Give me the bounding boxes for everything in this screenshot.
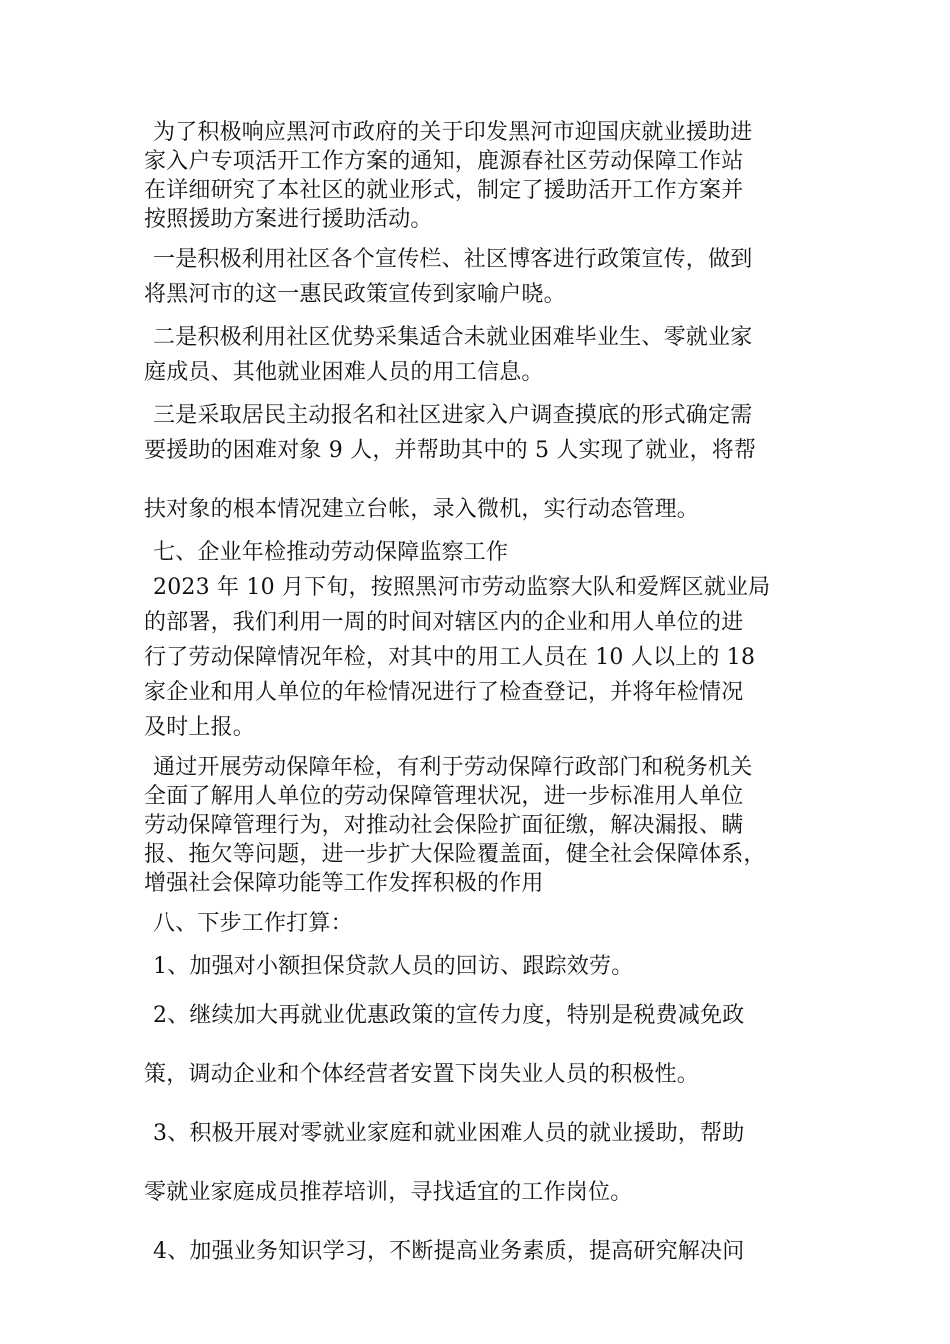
paragraph-point-one: 一是积极利用社区各个宣传栏、社区博客进行政策宣传，做到 将黑河市的这一惠民政策宣传到家喻户晓。 <box>144 247 753 307</box>
plan-item-4: 4、加强业务知识学习，不断提高业务素质，提高研究解决问 <box>153 1239 745 1264</box>
plan-item-2: 2、继续加大再就业优惠政策的宣传力度，特别是税费减免政 <box>153 1003 745 1028</box>
plan-item-3: 3、积极开展对零就业家庭和就业困难人员的就业援助，帮助 <box>153 1121 745 1146</box>
paragraph-point-three: 三是采取居民主动报名和社区进家入户调查摸底的形式确定需 要援助的困难对象 9 人，并帮助其中的 5 人实现了就业，将帮 <box>144 403 757 463</box>
paragraph-point-two: 二是积极利用社区优势采集适合未就业困难毕业生、零就业家 庭成员、其他就业困难人员的用工信息。 <box>144 325 753 385</box>
paragraph-inspection-benefits: 通过开展劳动保障年检，有利于劳动保障行政部门和税务机关 全面了解用人单位的劳动保障管理状况，进一步标准用人单位 劳动保障管理行为，对推动社会保险扩面征缴，解决漏报、瞒 报、拖欠等问题，进一步扩大保险覆盖面，健全社会保障体系， 增强社会保障功能等工作发挥积极的作用 <box>144 755 766 896</box>
section-heading-eight: 八、下步工作打算： <box>153 911 353 936</box>
plan-item-2-cont: 策，调动企业和个体经营者安置下岗失业人员的积极性。 <box>144 1062 700 1087</box>
document-body <box>144 118 824 1269</box>
section-heading-seven: 七、企业年检推动劳动保障监察工作 <box>153 540 509 565</box>
plan-item-3-cont: 零就业家庭成员推荐培训，寻找适宜的工作岗位。 <box>144 1180 633 1205</box>
paragraph-intro: 为了积极响应黑河市政府的关于印发黑河市迎国庆就业援助进 家入户专项活开工作方案的通知，鹿源春社区劳动保障工作站 在详细研究了本社区的就业形式，制定了援助活开工作方案并 按照援助方案进行援助活动。 <box>144 120 753 232</box>
plan-item-1: 1、加强对小额担保贷款人员的回访、跟踪效劳。 <box>153 954 634 979</box>
paragraph-point-three-cont: 扶对象的根本情况建立台帐，录入微机，实行动态管理。 <box>144 497 700 522</box>
paragraph-annual-inspection: 2023 年 10 月下旬，按照黑河市劳动监察大队和爱辉区就业局 的部署，我们利用一周的时间对辖区内的企业和用人单位的进 行了劳动保障情况年检，对其中的用工人员在 10 人以上的 18 家企业和用人单位的年检情况进行了检查登记，并将年检情况 及时上报。 <box>144 575 771 740</box>
